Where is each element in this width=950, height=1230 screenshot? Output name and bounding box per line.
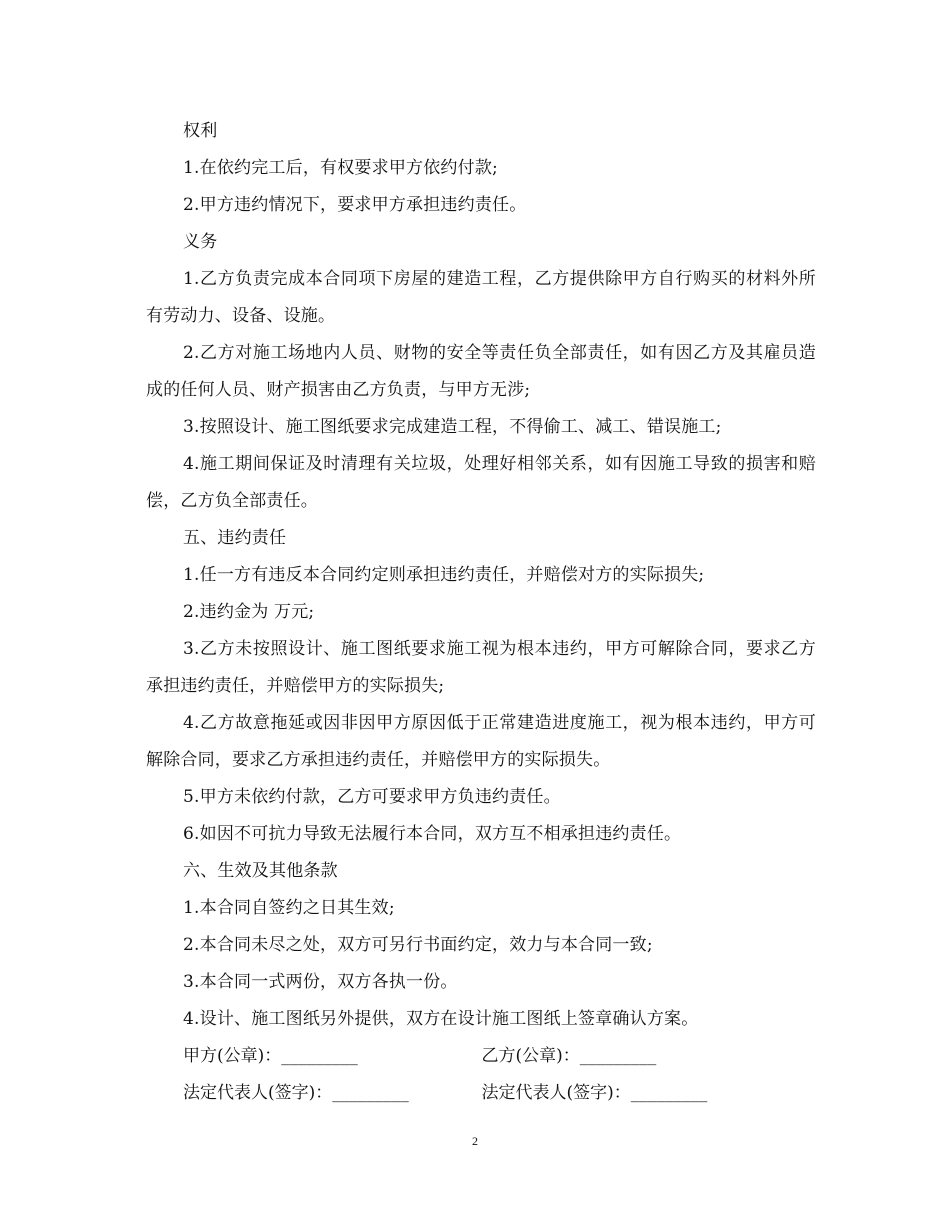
document-body — [146, 113, 816, 1112]
signature-row-seal — [146, 1038, 816, 1075]
party-a-seal-line: 甲方(公章)：_________ — [183, 1046, 358, 1066]
effectiveness-item-2: 2.本合同未尽之处，双方可另行书面约定，效力与本合同一致; — [183, 935, 653, 955]
signature-row-representative — [146, 1075, 816, 1112]
breach-item-3: 3.乙方未按照设计、施工图纸要求施工视为根本违约，甲方可解除合同，要求乙方承担违约责任，并赔偿甲方的实际损失; — [146, 639, 816, 696]
breach-item-5: 5.甲方未依约付款，乙方可要求甲方负违约责任。 — [183, 787, 561, 807]
rights-item-2: 2.甲方违约情况下，要求甲方承担违约责任。 — [183, 195, 527, 215]
obligations-item-1: 1.乙方负责完成本合同项下房屋的建造工程，乙方提供除甲方自行购买的材料外所有劳动力、设备、设施。 — [146, 269, 816, 326]
obligations-item-4: 4.施工期间保证及时清理有关垃圾，处理好相邻关系，如有因施工导致的损害和赔偿，乙方负全部责任。 — [146, 454, 816, 511]
obligations-item-3: 3.按照设计、施工图纸要求完成建造工程，不得偷工、减工、错误施工; — [183, 417, 722, 437]
page-number: 2 — [472, 1134, 478, 1148]
section-heading-effectiveness: 六、生效及其他条款 — [183, 861, 338, 881]
breach-item-6: 6.如因不可抗力导致无法履行本合同，双方互不相承担违约责任。 — [183, 824, 682, 844]
rights-item-1: 1.在依约完工后，有权要求甲方依约付款; — [183, 158, 498, 178]
section-heading-breach: 五、违约责任 — [183, 528, 287, 548]
party-b-seal-line: 乙方(公章)：_________ — [481, 1046, 657, 1066]
effectiveness-item-1: 1.本合同自签约之日其生效; — [183, 898, 395, 918]
party-a-representative-line: 法定代表人(签字)：_________ — [183, 1083, 409, 1103]
obligations-item-2: 2.乙方对施工场地内人员、财物的安全等责任负全部责任，如有因乙方及其雇员造成的任何人员、财产损害由乙方负责，与甲方无涉; — [146, 343, 816, 400]
party-b-representative-line: 法定代表人(签字)：_________ — [481, 1083, 708, 1103]
breach-item-2: 2.违约金为 万元; — [183, 602, 315, 622]
breach-item-1: 1.任一方有违反本合同约定则承担违约责任，并赔偿对方的实际损失; — [183, 565, 705, 585]
breach-item-4: 4.乙方故意拖延或因非因甲方原因低于正常建造进度施工，视为根本违约，甲方可解除合同，要求乙方承担违约责任，并赔偿甲方的实际损失。 — [146, 713, 816, 770]
section-heading-rights: 权利 — [183, 121, 218, 141]
effectiveness-item-3: 3.本合同一式两份，双方各执一份。 — [183, 972, 458, 992]
section-heading-obligations: 义务 — [183, 232, 218, 252]
effectiveness-item-4: 4.设计、施工图纸另外提供，双方在设计施工图纸上签章确认方案。 — [183, 1009, 699, 1029]
